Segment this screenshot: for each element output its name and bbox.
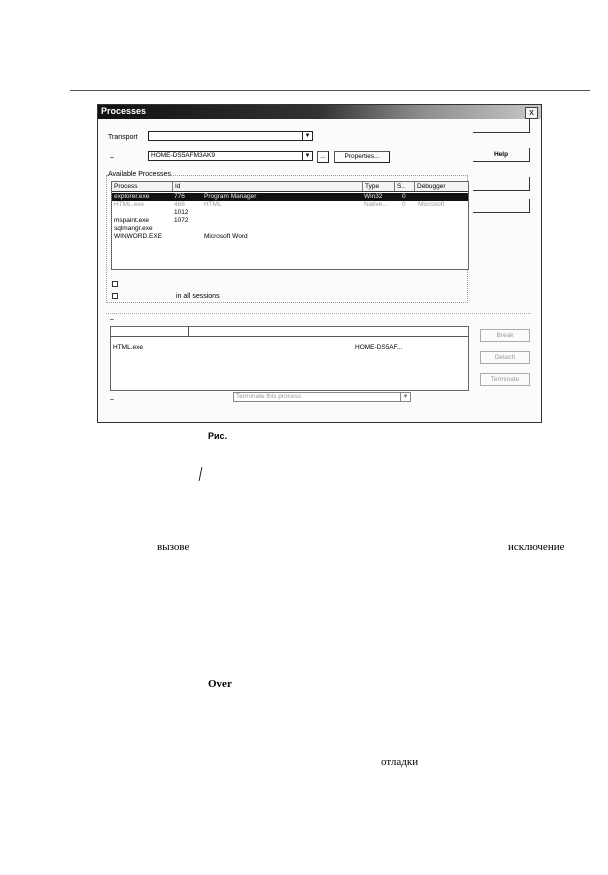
body-word-vyzove: вызове: [157, 541, 190, 553]
detach-mode-select[interactable]: Terminate this process ▼: [233, 392, 411, 402]
figure-caption: Рис.: [208, 431, 228, 441]
chevron-down-icon: ▼: [302, 132, 312, 140]
help-button[interactable]: Help: [473, 148, 530, 162]
show-system-processes-checkbox[interactable]: [112, 281, 118, 287]
body-word-over: Over: [208, 678, 232, 690]
process-list[interactable]: [111, 181, 469, 270]
dash-mark: –: [110, 316, 114, 323]
debugged-list-header: [111, 327, 468, 337]
col-session[interactable]: S..: [394, 182, 405, 191]
col-type[interactable]: Type: [362, 182, 379, 191]
slash-mark: [199, 467, 203, 481]
table-row[interactable]: 1012: [174, 209, 189, 216]
debugged-process-list[interactable]: [110, 326, 469, 391]
browse-button[interactable]: ...: [317, 151, 329, 163]
close-button[interactable]: x: [525, 107, 538, 119]
dialog-title: Processes: [101, 106, 147, 116]
dash-mark: –: [110, 396, 114, 403]
detach-button[interactable]: Detach: [480, 351, 530, 364]
col-process[interactable]: Process: [114, 183, 138, 190]
options-button[interactable]: [473, 199, 530, 213]
page-rule: [70, 90, 590, 91]
dash-mark: –: [110, 154, 114, 161]
dialog-titlebar[interactable]: [98, 105, 541, 119]
body-word-isklyuchenie: исключение: [508, 541, 565, 553]
table-row[interactable]: WINWORD.EXE Microsoft Word: [114, 233, 248, 240]
table-row[interactable]: sqlmangr.exe: [114, 225, 153, 232]
transport-select[interactable]: [148, 131, 313, 141]
transport-label: Transport: [108, 134, 138, 141]
machine-select[interactable]: [148, 151, 313, 161]
body-word-otladki: отладки: [381, 756, 419, 768]
divider: [106, 313, 531, 314]
show-all-sessions-checkbox[interactable]: [112, 293, 118, 299]
properties-button[interactable]: Properties...: [334, 151, 390, 163]
break-button[interactable]: Break: [480, 329, 530, 342]
table-row[interactable]: HTML.exe 468 HTML Native... 0 Microsoft: [114, 201, 445, 208]
table-row[interactable]: explorer.exe 776 Program Manager Win32 0: [112, 193, 468, 201]
debugged-machine-name[interactable]: HOME-DS5AF...: [355, 344, 403, 351]
debugged-process-name[interactable]: HTML.exe: [113, 344, 143, 351]
terminate-button[interactable]: Terminate: [480, 373, 530, 386]
chevron-down-icon: ▼: [400, 393, 410, 401]
table-row[interactable]: mspaint.exe 1072: [114, 217, 189, 224]
machine-value: HOME-DS5AFM3AK9: [151, 152, 215, 159]
refresh-button[interactable]: [473, 177, 530, 191]
chevron-down-icon: ▼: [302, 152, 312, 160]
show-all-sessions-label: in all sessions: [176, 293, 220, 300]
process-list-header: [112, 182, 468, 192]
processes-dialog: [97, 104, 542, 423]
attach-button[interactable]: [473, 119, 530, 133]
col-id[interactable]: Id: [172, 182, 180, 191]
col-debugger[interactable]: Debugger: [414, 182, 446, 191]
available-processes-label: Available Processes: [108, 171, 171, 178]
